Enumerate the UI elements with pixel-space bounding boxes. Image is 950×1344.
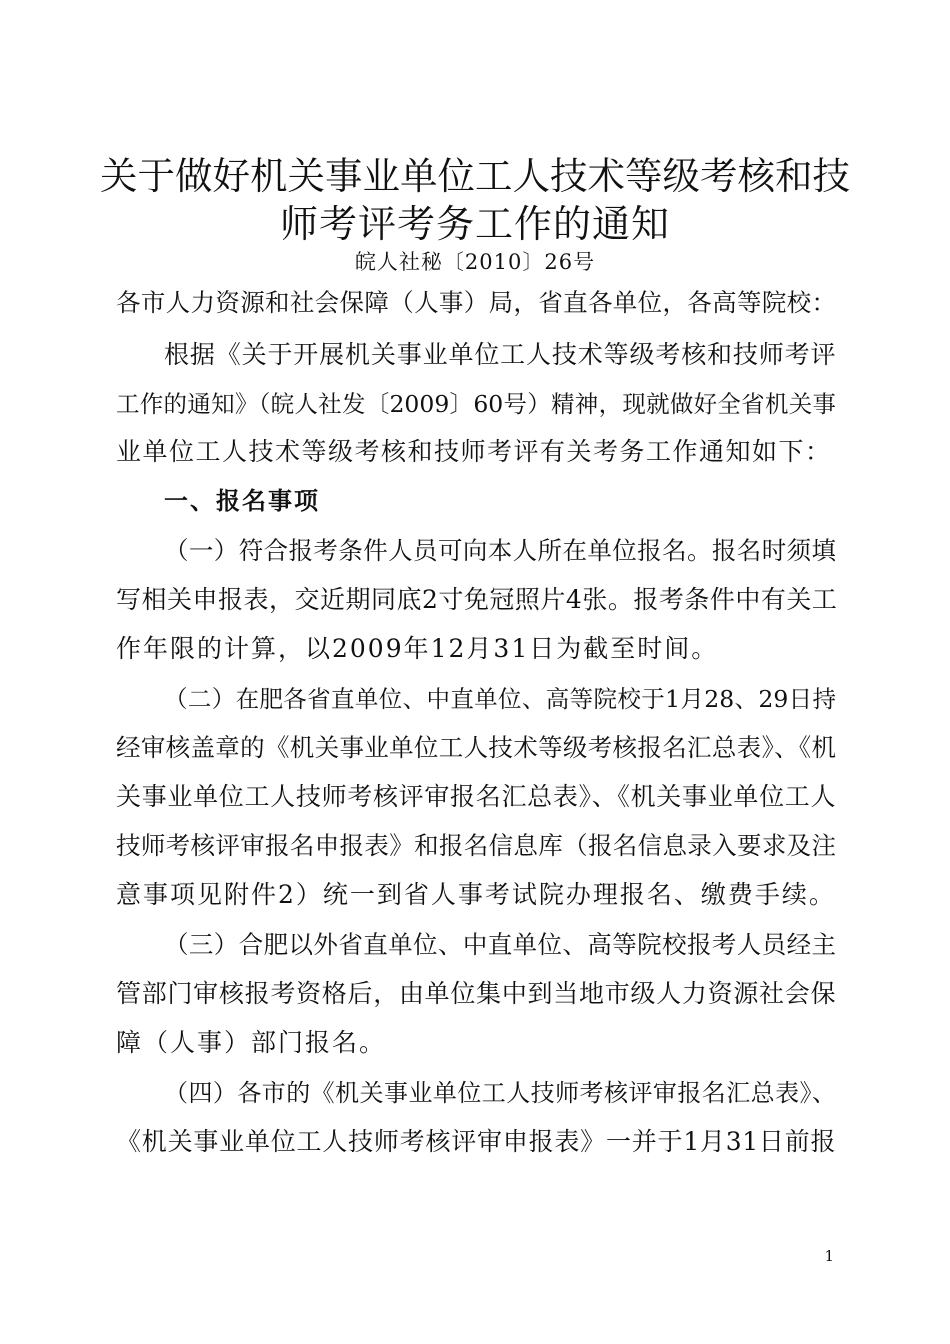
item-2-line-5: 意事项见附件2）统一到省人事考试院办理报名、缴费手续。 <box>116 880 836 909</box>
item-2-line-4: 技师考核评审报名申报表》和报名信息库（报名信息录入要求及注 <box>116 831 836 860</box>
page-number: 1 <box>824 1247 834 1265</box>
addressee: 各市人力资源和社会保障（人事）局，省直各单位，各高等院校： <box>116 288 836 317</box>
item-4-line-2: 《机关事业单位工人技师考核评审申报表》一并于1月31日前报 <box>116 1127 836 1156</box>
item-2-line-1: （二）在肥各省直单位、中直单位、高等院校于1月28、29日持 <box>164 685 836 713</box>
document-title-line-2: 师考评考务工作的通知 <box>279 202 670 246</box>
item-4-line-1: （四）各市的《机关事业单位工人技师考核评审报名汇总表》、 <box>164 1079 836 1107</box>
item-2-line-3: 关事业单位工人技师考核评审报名汇总表》、《机关事业单位工人 <box>116 782 836 811</box>
item-2-line-2: 经审核盖章的《机关事业单位工人技术等级考核报名汇总表》、《机 <box>116 733 836 762</box>
item-3-line-1: （三）合肥以外省直单位、中直单位、高等院校报考人员经主 <box>164 930 836 959</box>
intro-line-3: 业单位工人技术等级考核和技师考评有关考务工作通知如下： <box>116 437 832 466</box>
item-3-line-2: 管部门审核报考资格后，由单位集中到当地市级人力资源社会保 <box>116 979 836 1008</box>
intro-line-1: 根据《关于开展机关事业单位工人技术等级考核和技师考评 <box>164 340 836 369</box>
item-1-line-3: 作年限的计算，以2009年12月31日为截至时间。 <box>116 634 719 663</box>
section-heading-registration: 一、报名事项 <box>164 487 320 515</box>
document-title-line-1: 关于做好机关事业单位工人技术等级考核和技 <box>100 154 850 198</box>
intro-line-2: 工作的通知》（皖人社发〔2009〕60号）精神，现就做好全省机关事 <box>116 390 836 418</box>
item-1-line-1: （一）符合报考条件人员可向本人所在单位报名。报名时须填 <box>164 536 836 565</box>
item-3-line-3: 障（人事）部门报名。 <box>116 1028 387 1057</box>
document-number: 皖人社秘〔2010〕26号 <box>354 250 596 274</box>
item-1-line-2: 写相关申报表，交近期同底2寸免冠照片4张。报考条件中有关工 <box>116 585 838 614</box>
